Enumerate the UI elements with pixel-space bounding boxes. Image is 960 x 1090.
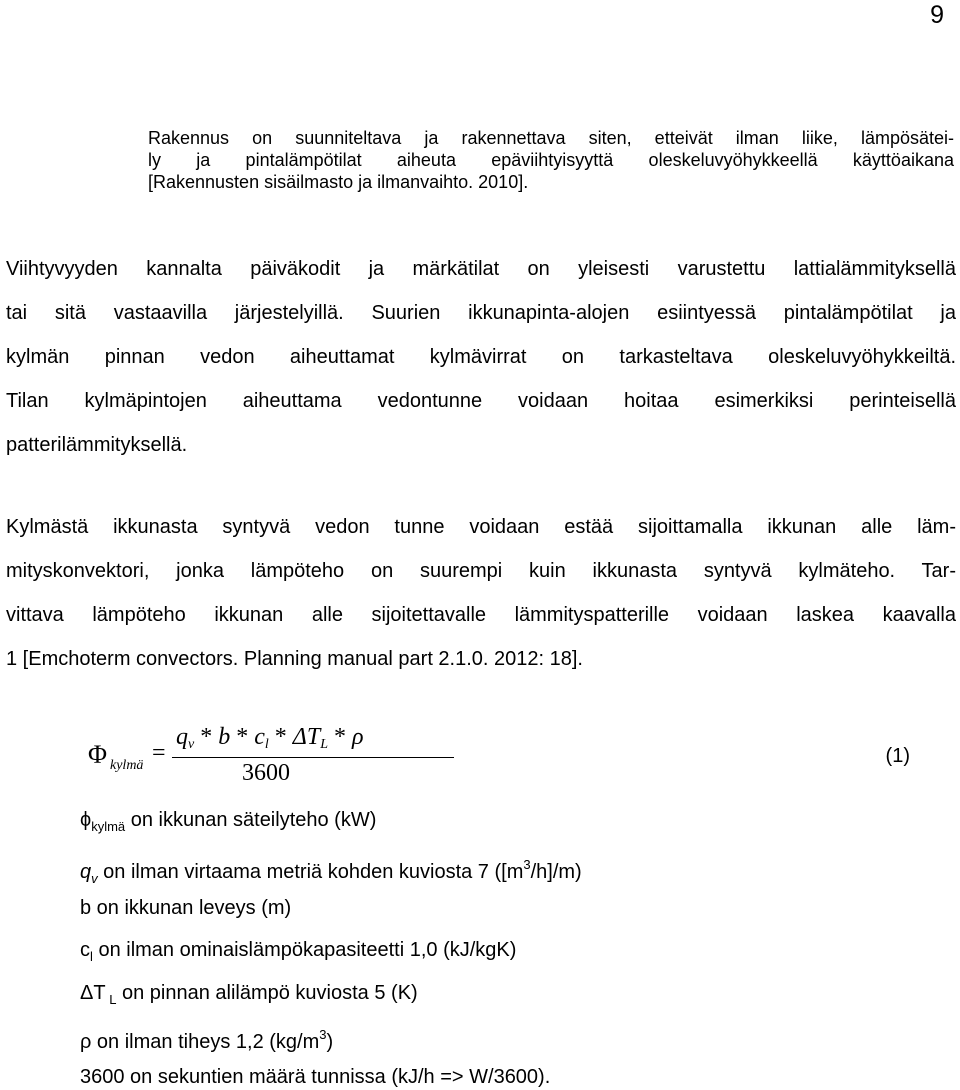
definition-symbol: q xyxy=(80,861,92,883)
formula-operator: * xyxy=(268,724,293,750)
definition-text: ρ on ilman tiheys 1,2 (kg/m xyxy=(80,1031,320,1053)
text-line: Rakennus on suunniteltava ja rakennettava siten, etteivät ilman liike, lämpösätei- xyxy=(148,128,954,148)
text-line: tai sitä vastaavilla järjestelyillä. Suurien ikkunapinta-alojen esiintyessä pintalämpötilat ja xyxy=(6,302,956,324)
text-line: [Rakennusten sisäilmasto ja ilmanvaihto. 2010]. xyxy=(148,172,529,192)
definition-3600: 3600 on sekuntien määrä tunnissa (kJ/h => W/3600). xyxy=(80,1066,551,1088)
text-line: mityskonvektori, jonka lämpöteho on suurempi kuin ikkunasta syntyvä kylmäteho. Tar- xyxy=(6,560,956,582)
formula-phi-subscript: kylmä xyxy=(110,758,144,773)
equation-number: (1) xyxy=(885,745,910,767)
formula-q: q xyxy=(176,724,188,750)
definition-subscript: v xyxy=(91,871,98,886)
definition-superscript: 3 xyxy=(523,857,531,872)
text-line: ly ja pintalämpötilat aiheuta epäviihtyisyyttä oleskeluvyöhykkeellä käyttöaikana xyxy=(148,150,954,170)
formula-q-subscript: v xyxy=(188,737,195,752)
definition-text: on ikkunan säteilyteho (kW) xyxy=(125,809,377,831)
page-number: 9 xyxy=(930,1,944,29)
formula-operator: * xyxy=(194,724,219,750)
definition-subscript: L xyxy=(105,992,117,1007)
paragraph-convector xyxy=(6,505,956,681)
definition-symbol: ΔT xyxy=(80,982,106,1004)
formula-denominator: 3600 xyxy=(242,760,290,786)
text-line: 1 [Emchoterm convectors. Planning manual part 2.1.0. 2012: 18]. xyxy=(6,648,583,670)
formula-operator: * xyxy=(328,724,352,750)
formula-operator: * xyxy=(230,724,255,750)
definition-symbol: ϕ xyxy=(80,809,92,831)
definition-b: b on ikkunan leveys (m) xyxy=(80,897,292,919)
formula-cold-power xyxy=(88,718,508,798)
definition-subscript: kylmä xyxy=(91,819,126,834)
formula-c-subscript: l xyxy=(264,737,269,752)
formula-delta-t-subscript: L xyxy=(320,737,328,752)
paragraph-intro xyxy=(148,127,954,193)
formula-equals: = xyxy=(152,740,166,766)
fraction-bar xyxy=(172,757,454,758)
text-line: patterilämmityksellä. xyxy=(6,434,188,456)
text-line: Viihtyvyyden kannalta päiväkodit ja märkätilat on yleisesti varustettu lattialämmityksellä xyxy=(6,258,956,280)
definition-rho xyxy=(80,1022,333,1055)
definition-text: ) xyxy=(326,1031,334,1053)
formula-delta-t: ΔT xyxy=(292,724,321,750)
definition-text: on ilman virtaama metriä kohden kuviosta 7 ([m xyxy=(97,861,524,883)
definition-delta-t xyxy=(80,980,418,1013)
definition-subscript: l xyxy=(90,949,93,964)
text-line: kylmän pinnan vedon aiheuttamat kylmävirrat on tarkasteltava oleskeluvyöhykkeiltä. xyxy=(6,346,956,368)
text-line: vittava lämpöteho ikkunan alle sijoitettavalle lämmityspatterille voidaan laskea kaavalla xyxy=(6,604,956,626)
text-line: Tilan kylmäpintojen aiheuttama vedontunne voidaan hoitaa esimerkiksi perinteisellä xyxy=(6,390,956,412)
definition-text: on ilman ominaislämpökapasiteetti 1,0 (kJ/kgK) xyxy=(92,939,517,961)
definition-symbol: c xyxy=(80,939,90,961)
formula-numerator xyxy=(176,724,364,753)
definition-text: on pinnan alilämpö kuviosta 5 (K) xyxy=(116,982,418,1004)
definition-superscript: 3 xyxy=(319,1027,327,1042)
formula-b: b xyxy=(218,724,231,750)
formula-phi: Φ xyxy=(88,740,108,769)
definition-cl xyxy=(80,937,516,970)
formula-c: c xyxy=(254,724,265,750)
definition-phi xyxy=(80,807,376,840)
paragraph-comfort xyxy=(6,247,956,467)
definition-qv xyxy=(80,852,582,892)
formula-rho: ρ xyxy=(352,724,364,750)
text-line: Kylmästä ikkunasta syntyvä vedon tunne voidaan estää sijoittamalla ikkunan alle läm- xyxy=(6,516,956,538)
definition-text: /h]/m) xyxy=(530,861,582,883)
